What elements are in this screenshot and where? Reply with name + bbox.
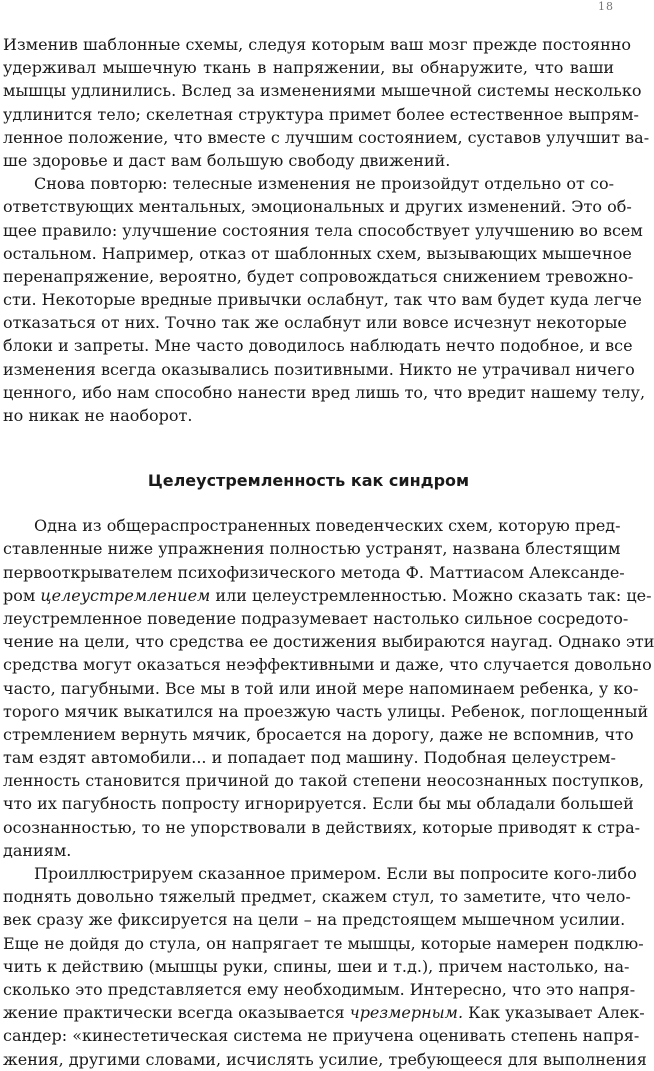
paragraph-1 (3, 33, 650, 172)
text-line: отказаться от них. Точно так же ослабнут или вовсе исчезнут некоторые (3, 313, 627, 333)
text-line: ленность становится причиной до такой степени неосознанных поступков, (3, 771, 644, 791)
text-line: сти. Некоторые вредные привычки ослабнут, так что вам будет куда легче (3, 290, 642, 310)
paragraph-2 (3, 172, 646, 427)
text-line: ценного, ибо нам способно нанести вред лишь то, что вредит нашему телу, (3, 382, 646, 402)
text-line: остальном. Например, отказ от шаблонных схем, вызывающих мышечное (3, 243, 632, 263)
text-line: сколько это представляется ему необходимым. Интересно, что это напря- (3, 979, 636, 999)
text-line: жения, другими словами, исчислять усилие, требующееся для выполнения (3, 1049, 647, 1069)
text-line: Изменив шаблонные схемы, следуя которым ваш мозг прежде постоянно (3, 35, 632, 54)
text-line: даниям. (3, 840, 72, 860)
text-line: поднять довольно тяжелый предмет, скажем стул, то заметите, что чело- (3, 887, 631, 907)
text-line: ше здоровье и даст вам большую свободу движений. (3, 150, 451, 170)
page-number: 18 (598, 0, 614, 13)
text-line: осознанностью, то не упорствовали в действиях, которые приводят к стра- (3, 817, 641, 837)
text-line: леустремленное поведение подразумевает настолько сильное сосредото- (3, 608, 629, 628)
text-line (3, 1001, 645, 1024)
text-line: Снова повторю: телесные изменения не произойдут отдельно от со- (34, 174, 614, 194)
text-line: ответствующих ментальных, эмоциональных и других изменений. Это об- (3, 197, 632, 217)
text-line: стремлением вернуть мячик, бросается на дорогу, даже не вспомнив, что (3, 724, 634, 744)
text-line (3, 584, 652, 607)
text-line: изменения всегда оказывались позитивными. Никто не утрачивал ничего (3, 359, 635, 379)
text-line: ставленные ниже упражнения полностью устранят, названа блестящим (3, 539, 621, 559)
text-line: ленное положение, что вместе с лучшим состоянием, суставов улучшит ва- (3, 127, 650, 147)
paragraph-4 (3, 862, 647, 1071)
text-line: удерживал мышечную ткань в напряжении, вы обнаружите, что ваши (3, 58, 614, 78)
text-line: щее правило: улучшение состояния тела способствует улучшению во всем (3, 220, 643, 240)
italic-term: целеустремлением (40, 585, 211, 605)
document-page (3, 33, 654, 1071)
text-line: блоки и запреты. Мне часто доводилось наблюдать нечто подобное, и все (3, 336, 633, 356)
text-fragment: Как указывает Алек- (463, 1003, 645, 1023)
text-line: что их пагубность попросту игнорируется. Если бы мы обладали большей (3, 794, 634, 814)
text-line: чить к действию (мышцы руки, спины, шеи и т.д.), причем настолько, на- (3, 956, 630, 976)
text-line: Еще не дойдя до стула, он напрягает те мышцы, которые намерен подклю- (3, 933, 644, 953)
text-fragment: жение практически всегда оказывается (3, 1003, 350, 1023)
section-heading: Целеустремленность как синдром (147, 471, 470, 491)
text-line: перенапряжение, вероятно, будет сопровождаться снижением тревожно- (3, 266, 634, 286)
text-line: торого мячик выкатился на проезжую часть улицы. Ребенок, поглощенный (3, 701, 649, 721)
text-line: удлинится тело; скелетная структура примет более естественное выпрям- (3, 104, 639, 124)
text-line: там ездят автомобили... и попадает под машину. Подобная целеустрем- (3, 748, 616, 768)
text-line: первооткрывателем психофизического метода Ф. Маттиасом Александе- (3, 562, 625, 582)
paragraph-3 (3, 514, 654, 862)
text-line: Одна из общераспространенных поведенческих схем, которую пред- (34, 516, 621, 536)
text-fragment: или целеустремленностью. Можно сказать так: це- (210, 585, 652, 605)
text-line: мышцы удлинились. Вслед за изменениями мышечной системы несколько (3, 81, 642, 101)
text-line: век сразу же фиксируется на цели – на предстоящем мышечном усилии. (3, 910, 626, 930)
text-line: часто, пагубными. Все мы в той или иной мере напоминаем ребенка, у ко- (3, 678, 639, 698)
text-line: средства могут оказаться неэффективными и даже, что случается довольно (3, 655, 652, 675)
italic-term: чрезмерным. (349, 1003, 464, 1023)
text-fragment: ром (3, 585, 41, 605)
text-line: но никак не наоборот. (3, 406, 193, 425)
text-line: сандер: «кинестетическая система не приучена оценивать степень напря- (3, 1026, 640, 1046)
text-line: Проиллюстрируем сказанное примером. Если вы попросите кого-либо (34, 864, 637, 883)
text-line: чение на цели, что средства ее достижения выбираются наугад. Однако эти (3, 632, 654, 652)
